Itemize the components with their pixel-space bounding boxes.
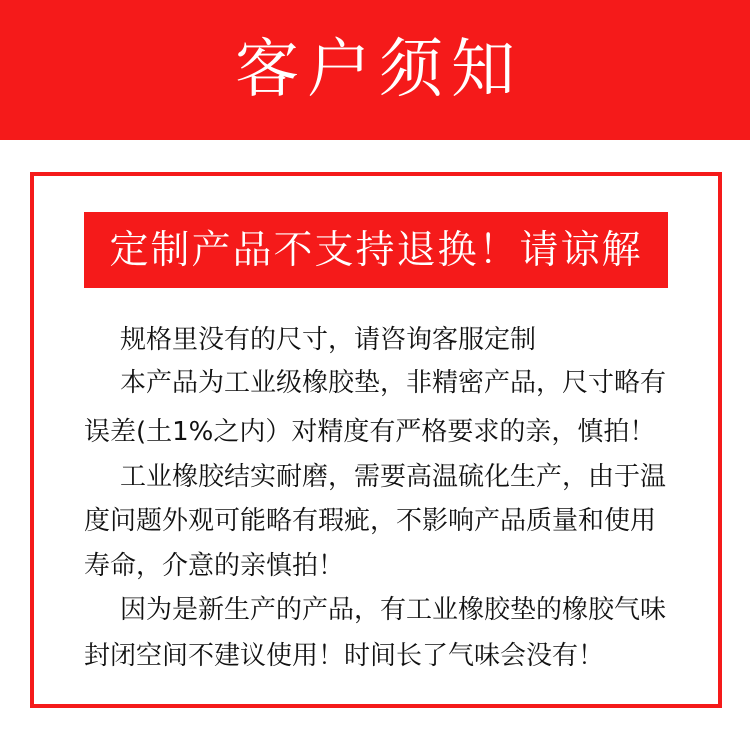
paragraph-line: 因为是新生产的产品，有工业橡胶垫的橡胶气味 bbox=[120, 595, 667, 625]
paragraph-line: 本产品为工业级橡胶垫，非精密产品，尺寸略有 bbox=[120, 368, 667, 398]
paragraph-line: 寿命，介意的亲慎拍！ bbox=[84, 551, 345, 581]
paragraph-line: 工业橡胶结实耐磨，需要高温硫化生产，由于温 bbox=[120, 462, 667, 492]
paragraph-line: 封闭空间不建议使用！时间长了气味会没有！ bbox=[84, 641, 605, 671]
notice-banner-text: 定制产品不支持退换！请谅解 bbox=[109, 227, 643, 273]
header-bar bbox=[0, 0, 750, 140]
paragraph-line: 误差(土1%之内）对精度有严格要求的亲，慎拍！ bbox=[84, 417, 656, 447]
paragraph-line: 规格里没有的尺寸，请咨询客服定制 bbox=[120, 325, 537, 355]
paragraph-line: 度问题外观可能略有瑕疵，不影响产品质量和使用 bbox=[84, 506, 657, 536]
notice-banner bbox=[84, 212, 668, 288]
page-title: 客户须知 bbox=[235, 33, 523, 107]
